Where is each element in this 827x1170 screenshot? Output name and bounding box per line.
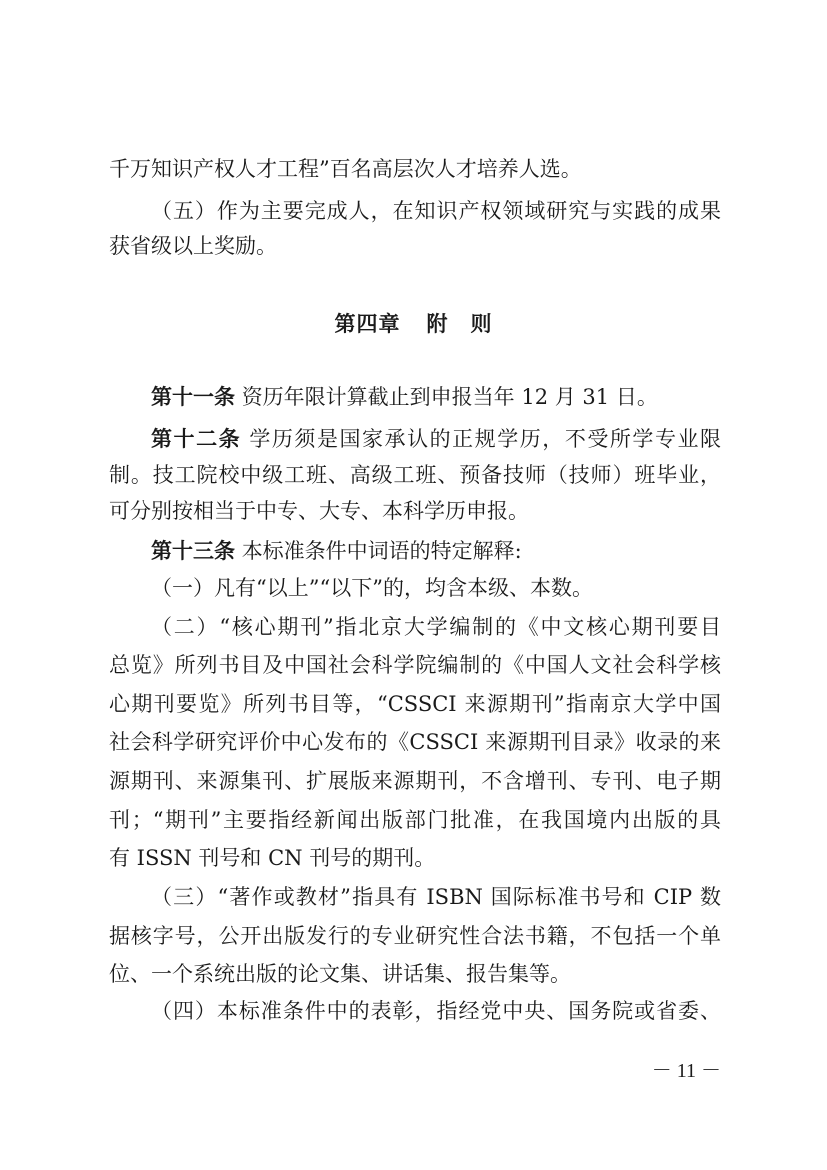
paragraph-line: 有 ISSN 刊号和 CN 刊号的期刊。 (109, 846, 436, 870)
article-text: 本标准条件中词语的特定解释: (241, 539, 522, 563)
paragraph-line: 总览》所列书目及中国社会科学院编制的《中国人文社会科学核 (109, 653, 721, 677)
article-11 (151, 383, 721, 411)
page-number: － 11 － (651, 1060, 721, 1082)
paragraph-line: 获省级以上奖励。 (109, 234, 277, 258)
chapter-heading (0, 310, 827, 338)
article-12 (151, 425, 721, 453)
paragraph-line: 社会科学研究评价中心发布的《CSSCI 来源期刊目录》收录的来 (109, 730, 721, 754)
article-text: 资历年限计算截止到申报当年 12 月 31 日。 (241, 385, 658, 409)
paragraph-line: 源期刊、来源集刊、扩展版来源期刊，不含增刊、专刊、电子期 (109, 769, 721, 793)
article-label: 第十二条 (151, 427, 242, 451)
paragraph-line: 心期刊要览》所列书目等，“CSSCI 来源期刊”指南京大学中国 (109, 692, 721, 716)
paragraph-line: 可分别按相当于中专、大专、本科学历申报。 (109, 499, 529, 523)
article-label: 第十三条 (151, 539, 235, 563)
paragraph-line: 刊；“期刊”主要指经新闻出版部门批准，在我国境内出版的具 (109, 808, 721, 832)
article-text: 学历须是国家承认的正规学历，不受所学专业限 (249, 427, 722, 451)
paragraph-line: （五）作为主要完成人，在知识产权领域研究与实践的成果 (151, 199, 721, 223)
article-13 (151, 537, 721, 565)
paragraph-line: 据核字号，公开出版发行的专业研究性合法书籍，不包括一个单 (109, 924, 721, 948)
chapter-title: 附 则 (426, 312, 493, 336)
paragraph-line: （四）本标准条件中的表彰，指经党中央、国务院或省委、 (151, 999, 721, 1023)
chapter-number: 第四章 (334, 312, 401, 336)
paragraph-line: （一）凡有“以上”“以下”的，均含本级、本数。 (151, 576, 593, 600)
paragraph-line: 千万知识产权人才工程”百名高层次人才培养人选。 (109, 157, 582, 181)
paragraph-line: （二）“核心期刊”指北京大学编制的《中文核心期刊要目 (151, 615, 721, 639)
article-label: 第十一条 (151, 385, 235, 409)
paragraph-line: 位、一个系统出版的论文集、讲话集、报告集等。 (109, 962, 571, 986)
paragraph-line: （三）“著作或教材”指具有 ISBN 国际标准书号和 CIP 数 (151, 885, 721, 909)
paragraph-line: 制。技工院校中级工班、高级工班、预备技师（技师）班毕业， (109, 463, 721, 487)
